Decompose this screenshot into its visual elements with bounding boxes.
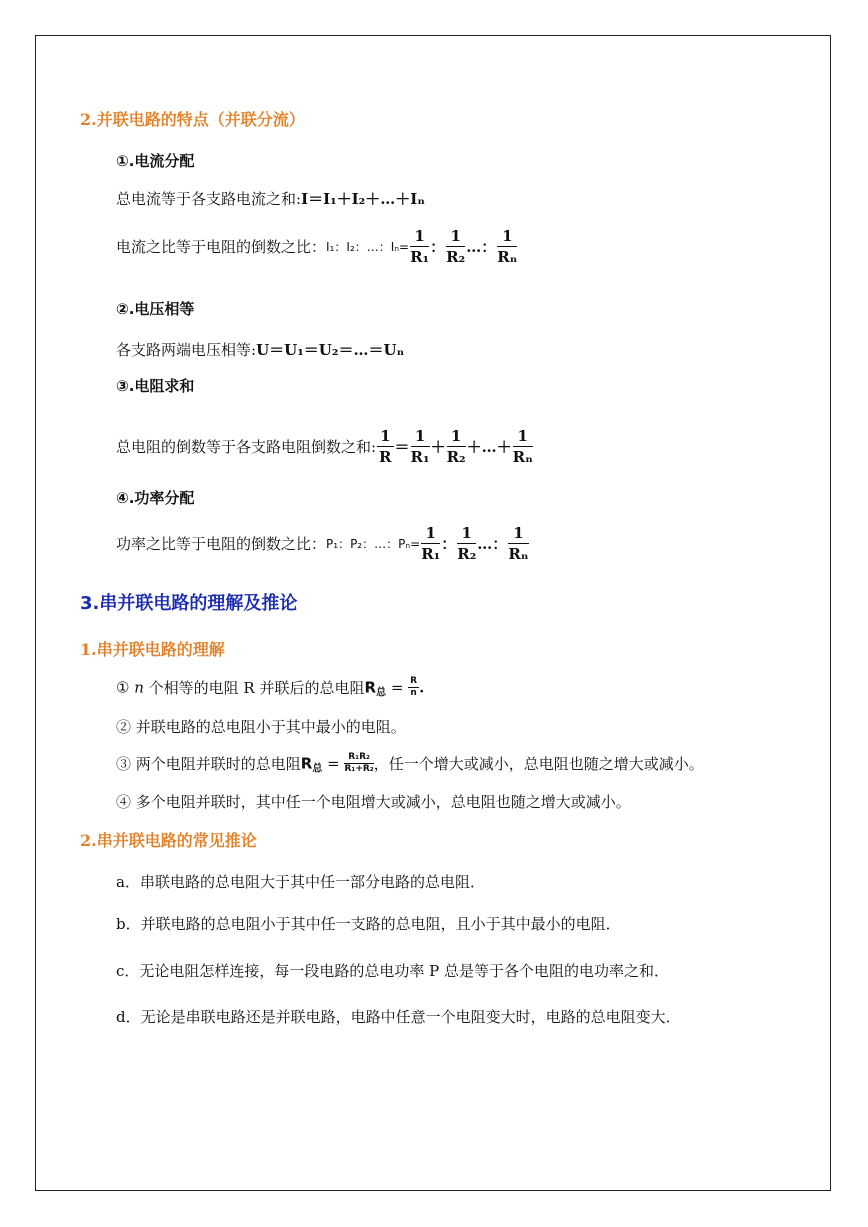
- fraction-1-over-r1: $\frac{1}{\text{R₁}}$: [421, 524, 441, 563]
- symbol-r: R: [300, 754, 313, 773]
- item-marker: ①: [116, 678, 135, 697]
- resistance-text: 总电阻的倒数等于各支路电阻倒数之和:: [116, 438, 377, 456]
- current-ratio-prefix: I₁：I₂：…：Iₙ=: [326, 240, 410, 254]
- current-ratio-text: 电流之比等于电阻的倒数之比：: [116, 238, 327, 256]
- understanding-item-2: ② 并联电路的总电阻小于其中最小的电阻。: [116, 718, 406, 736]
- fraction-product-over-sum: $\frac{\text{R₁R₂}}{\text{R₁+R₂}}$: [344, 752, 374, 774]
- section-heading-parallel-features: 2.并联电路的特点（并联分流）: [80, 110, 305, 129]
- fraction-1-over-r2: $\frac{1}{\text{R₂}}$: [446, 227, 466, 266]
- subheading-power-distribution: ④.功率分配: [116, 489, 195, 507]
- variable-n: n: [134, 678, 144, 697]
- plus-ellipsis: ＋…＋: [466, 438, 512, 456]
- inference-item: b．并联电路的总电阻小于其中任一支路的总电阻，且小于其中最小的电阻．: [116, 915, 621, 933]
- subscript-total: 总: [312, 763, 323, 775]
- ratio-separator: ：: [430, 238, 446, 256]
- period: .: [419, 678, 425, 697]
- item-text: ③ 两个电阻并联时的总电阻: [116, 755, 301, 773]
- ratio-separator: …：: [466, 238, 497, 256]
- understanding-item-3: [116, 752, 704, 775]
- power-text: 功率之比等于电阻的倒数之比：: [116, 535, 327, 553]
- ratio-separator: ：: [441, 535, 457, 553]
- ratio-separator: …：: [477, 535, 508, 553]
- inference-item: d．无论是串联电路还是并联电路，电路中任意一个电阻变大时，电路的总电阻变大．: [116, 1008, 681, 1026]
- fraction-1-over-rn: $\frac{1}{\text{Rₙ}}$: [508, 524, 529, 563]
- subheading-voltage-equal: ②.电压相等: [116, 300, 195, 318]
- item-text-tail: ，任一个增大或减小，总电阻也随之增大或减小。: [373, 755, 704, 773]
- resistance-line: [116, 426, 534, 467]
- inference-item: c．无论电阻怎样连接，每一段电路的总电功率 P 总是等于各个电阻的电功率之和．: [116, 962, 670, 980]
- voltage-text: 各支路两端电压相等:: [116, 341, 257, 359]
- voltage-formula: U＝U₁＝U₂＝…＝Uₙ: [256, 341, 405, 359]
- equals-sign: ＝: [394, 438, 410, 456]
- subsection-heading-inferences: 2.串并联电路的常见推论: [80, 831, 257, 850]
- subheading-current-distribution: ①.电流分配: [116, 152, 195, 170]
- equals-sign: =: [386, 678, 409, 697]
- current-sum-line: [116, 188, 425, 209]
- fraction-1-over-r1: $\frac{1}{\text{R₁}}$: [410, 227, 430, 266]
- subscript-total: 总: [376, 687, 387, 699]
- power-ratio-prefix: P₁：P₂：…：Pₙ=: [326, 537, 421, 551]
- inference-item: a．串联电路的总电阻大于其中任一部分电路的总电阻．: [116, 873, 485, 891]
- fraction-r-over-n: $\frac{R}{n}$: [410, 676, 418, 698]
- symbol-r: R: [364, 678, 377, 697]
- current-sum-text: 总电流等于各支路电流之和:: [116, 190, 302, 208]
- plus-sign: ＋: [430, 438, 446, 456]
- fraction-1-over-rn: $\frac{1}{\text{Rₙ}}$: [512, 427, 533, 466]
- fraction-1-over-r: $\frac{1}{R}$: [379, 427, 392, 466]
- power-ratio-line: [116, 523, 530, 564]
- understanding-item-1: [116, 676, 424, 699]
- fraction-1-over-r2: $\frac{1}{\text{R₂}}$: [446, 427, 466, 466]
- item-text: 个相等的电阻 R 并联后的总电阻: [143, 679, 365, 697]
- fraction-1-over-r2: $\frac{1}{\text{R₂}}$: [457, 524, 477, 563]
- current-ratio-line: [116, 226, 518, 267]
- subsection-heading-understanding: 1.串并联电路的理解: [80, 640, 225, 659]
- subheading-resistance-sum: ③.电阻求和: [116, 377, 195, 395]
- equals-sign: =: [322, 754, 345, 773]
- section-heading-understanding-inferences: 3.串并联电路的理解及推论: [80, 593, 298, 614]
- understanding-item-4: ④ 多个电阻并联时，其中任一个电阻增大或减小，总电阻也随之增大或减小。: [116, 793, 631, 811]
- current-sum-formula: I＝I₁＋I₂＋…＋Iₙ: [301, 190, 426, 208]
- voltage-line: [116, 339, 404, 360]
- fraction-1-over-r1: $\frac{1}{\text{R₁}}$: [410, 427, 430, 466]
- fraction-1-over-rn: $\frac{1}{\text{Rₙ}}$: [497, 227, 518, 266]
